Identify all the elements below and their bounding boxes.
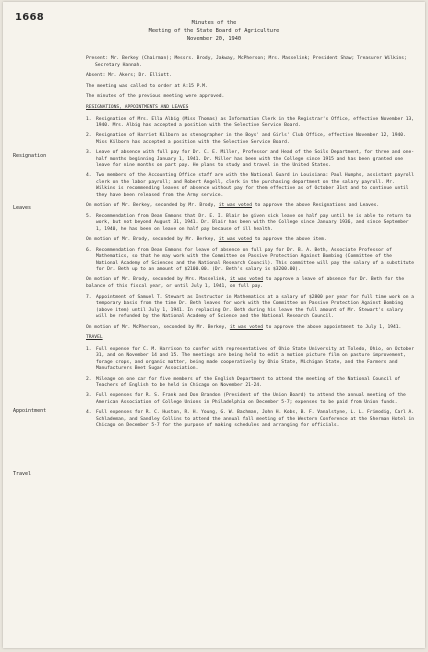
margin-note-resignation: Resignation xyxy=(13,153,47,159)
present-line: Present: Mr. Berkey (Chairman); Messrs. Brody, Jakway, McPherson; Mrs. Masselink; President Shaw; Treasurer Wilkins; Secretary Hannah. xyxy=(86,56,407,68)
page-number: 1668 xyxy=(15,12,45,23)
call-to-order: The meeting was called to order at A:15 P.M. xyxy=(86,83,208,89)
list-item: 2. Resignation of Harriet Kilborn as stenographer in the Boys' and Girls' Club Office, effective November 12, 1940. Miss Kilborn has accepted a position with the Selective Service Board. xyxy=(86,133,406,145)
list-item: 7. Appointment of Samuel T. Stewart as Instructor in Mathematics at a salary of $2800 per year for full time work on a temporary basis from the time Dr. Beth leaves for work with the Committee on Passive Protection Against Bombing (above item) until July 1, 1941. In replacing Dr. Beth during his leave the full amount of Mr. Stewart's salary will be refunded by the National Academy of Science and the National Research Council. xyxy=(86,294,415,320)
motion-2: On motion of Mr. Brody, seconded by Mr. Berkey, it was voted to approve the above item. xyxy=(86,236,327,242)
heading-line-1: Minutes of the xyxy=(191,20,237,26)
section-heading-travel: TRAVEL xyxy=(86,335,103,341)
list-item: 6. Recommendation from Dean Emmons for leave of absence on full pay for Dr. B. A. Beth, Associate Professor of Mathematics, so that he may work with the Committee on Passive Protection Against Bombing (Committee of the National Academy of Sciences and the National Research Council). This committee will pay the salary of a substitute for Dr. Beth up to an amount of $2100.00. (Dr. Beth's salary is $3200.00). xyxy=(86,247,415,273)
list-item: 2. Mileage on one car for five members of the English Department to attend the meeting of the National Council of Teachers of English to be held in Chicago on November 21-24. xyxy=(86,376,401,389)
motion-1: On motion of Mr. Berkey, seconded by Mr. Brody, it was voted to approve the above Resignations and Leaves. xyxy=(86,203,380,209)
absent-line: Absent: Mr. Akers; Dr. Elliott. xyxy=(86,73,172,79)
heading-line-3: November 20, 1940 xyxy=(186,35,242,42)
list-item: 4. Full expenses for R. C. Huston, R. H. Young, G. W. Bachman, John H. Kobs, B. F. Vanalstyne, L. L. Frimodig, Carl A. Schlademan, and Sandley Collins to attend the annual fall meeting of the Western Conference at the Sherman Hotel in Chicago on December 5-7 for the purpose of making schedules and arranging for officials. xyxy=(86,409,415,429)
document-heading xyxy=(3,20,425,43)
minutes-body xyxy=(86,56,415,433)
heading-line-2: Meeting of the State Board of Agriculture xyxy=(148,27,280,34)
list-item: 5. Recommendation from Dean Emmons that Dr. E. I. Blair be given sick leave on half pay until he is able to return to work, but not beyond August 31, 1941. Dr. Blair has been with the College since January 1936, and since September 1, 1940, he has been on leave on half pay because of ill health. xyxy=(86,213,412,232)
list-item: 4. Two members of the Accounting Office staff are with the National Guard in Louisiana: Paul Humphs, assistant payroll clerk on the labor payroll; and Robert Angell, clerk in the purchasing department on the salary payroll. Mr. Wilkins is recommending leaves of absence without pay for them effective as of October 31st and to continue until they have been released from the Army service. xyxy=(86,173,415,198)
minutes-page xyxy=(3,2,425,648)
margin-note-travel: Travel xyxy=(13,471,32,477)
motion-3: On motion of Mr. Brody, seconded by Mrs. Masselink, it was voted to approve a leave of absence for Dr. Beth for the balance of this fiscal year, or until July 1, 1941, on full pay. xyxy=(86,277,405,290)
section-heading-resignations: RESIGNATIONS, APPOINTMENTS AND LEAVES xyxy=(86,104,189,110)
list-item: 1. Full expense for C. M. Harrison to confer with representatives of Ohio State University at Toledo, Ohio, on October 31, and on November 14 and 15. The meetings are being held to edit a motion picture film on pasture improvement, forage crops, and organic matter, being made cooperatively by Ohio State, Michigan State, and the Farmers and Manufacturers Beet Sugar Association. xyxy=(86,346,415,372)
minutes-approved: The minutes of the previous meeting were approved. xyxy=(86,94,225,100)
motion-4: On motion of Mr. McPherson, seconded by Mr. Berkey, it was voted to approve the above appointment to July 1, 1941. xyxy=(86,324,402,330)
list-item: 3. Leave of absence with full pay for Dr. C. E. Miller, Professor and Head of the Soils Department, for three and one-half months beginning January 1, 1941. Dr. Miller has been with the College since 1915 and has been granted one leave for nine months on part pay. He plans to study and travel in the United States. xyxy=(86,149,415,169)
list-item: 1. Resignation of Mrs. Ella Albig (Miss Thomas) as Information Clerk in the Registrar's Office, effective November 13, 1940. Mrs. Albig has accepted a position with the Selective Service Board. xyxy=(86,116,415,129)
list-item: 3. Full expenses for R. S. Frank and Don Brandon (President of the Union Board) to attend the annual meeting of the American Association of College Unions in Philadelphia on December 5-7; expenses to be paid from Union funds. xyxy=(86,393,406,405)
margin-note-appointment: Appointment xyxy=(13,408,47,414)
margin-note-leaves: Leaves xyxy=(13,205,32,211)
